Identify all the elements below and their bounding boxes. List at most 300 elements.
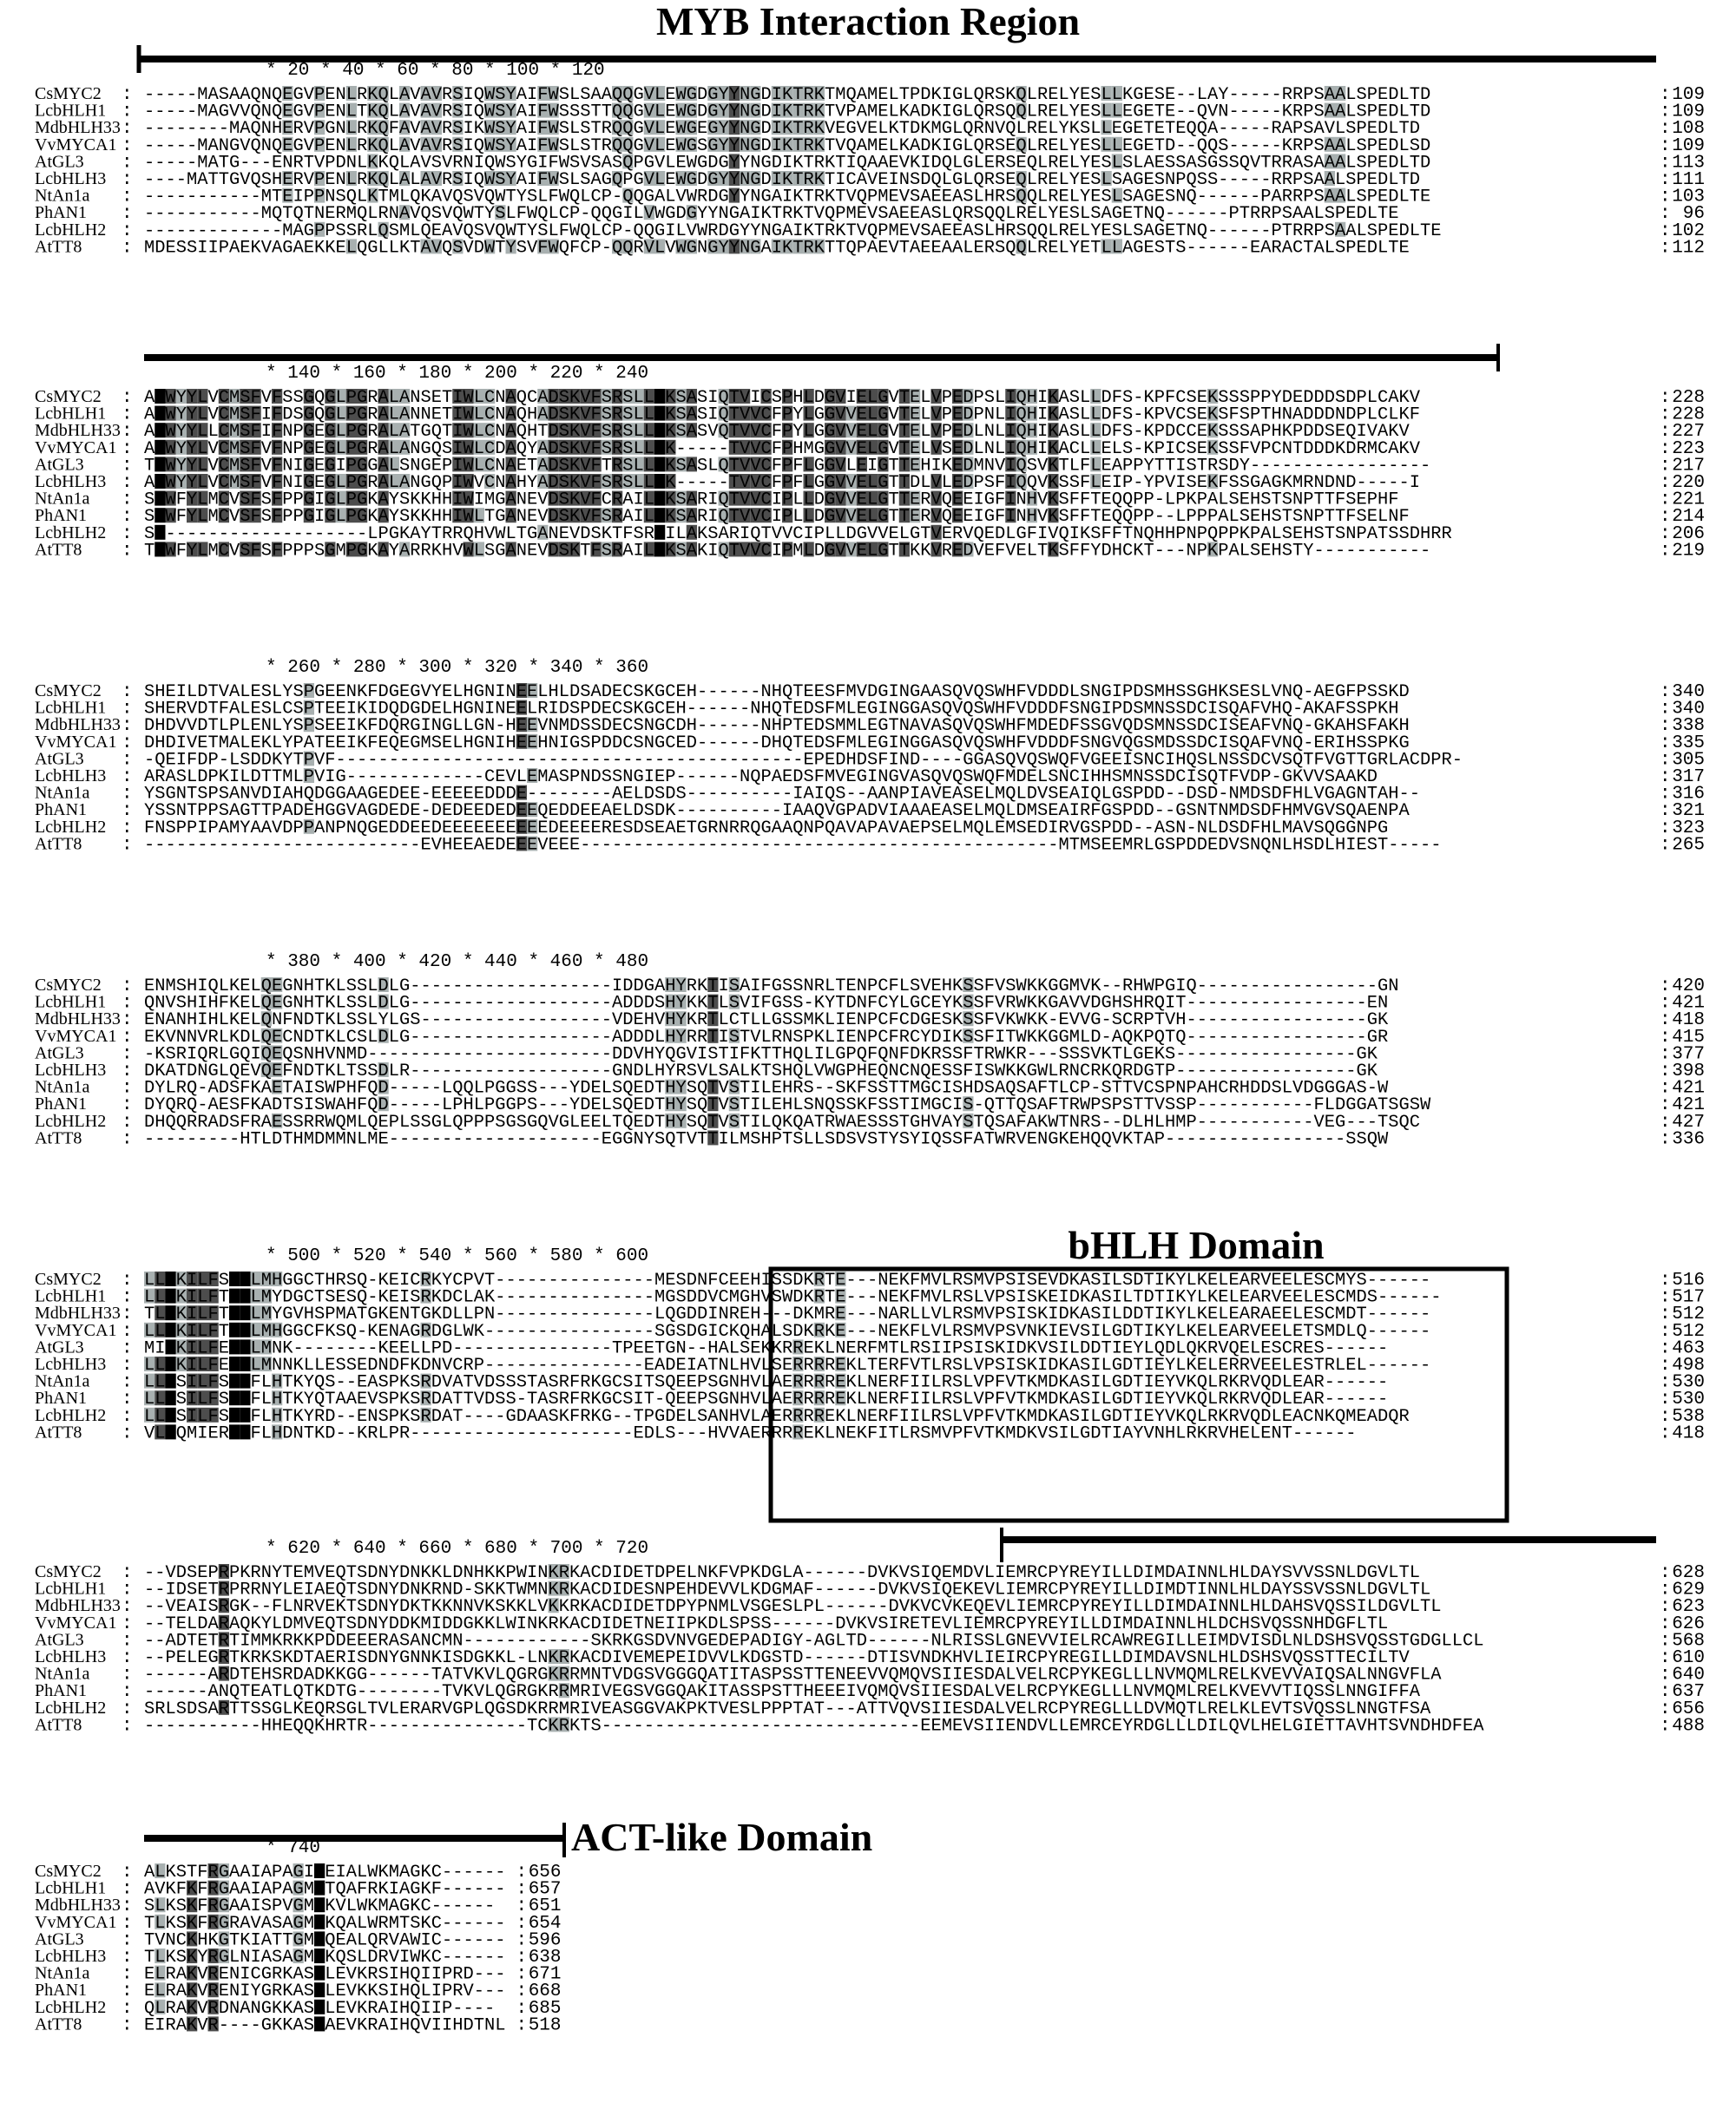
bhlh-domain-label: bHLH Domain: [1068, 1223, 1325, 1267]
residue-count: 512: [1672, 1305, 1705, 1325]
row-separator: :: [122, 456, 133, 476]
row-separator: :: [122, 1682, 133, 1703]
row-separator: :: [1660, 1321, 1671, 1342]
residue-count: 336: [1672, 1129, 1705, 1150]
species-name: MdbHLH33: [35, 1896, 121, 1916]
sequence-text: AVKFKFRGAAIAPAGMITQAFRKIAGKF------: [144, 1879, 506, 1900]
row-separator: :: [516, 1981, 528, 2002]
residue-count: 656: [1672, 1699, 1705, 1719]
row-separator: :: [1660, 456, 1671, 476]
row-separator: :: [1660, 1010, 1671, 1031]
sequence-text: ENANHIHLKELQNFNDTKLSSLYLGS------------------VDEHVHYKRTLCTLLGSSMKLIENPCFCDGESKSSFVKWKK-EVVG-SCRPTVH-----------------GK: [144, 1010, 1389, 1031]
row-separator: :: [122, 404, 133, 425]
row-separator: :: [122, 85, 133, 105]
row-separator: :: [122, 490, 133, 510]
species-name: LcbHLH2: [35, 1997, 107, 2017]
residue-count: 227: [1672, 422, 1705, 443]
sequence-text: SEWFYLMCVSFSFPPGIGLPGKAYSKKHHIWLTGANEVDSKVFSRAILAKSARIQTVVCIPLLDGVVELGTTERVQEEIGFINHVKSFFTEQQPP--LPPPALSEHSTSNPTTFSELNF: [144, 507, 1410, 528]
species-name: LcbHLH3: [35, 766, 107, 785]
residue-count: 221: [1672, 490, 1705, 510]
sequence-text: EIRAKVR----GKKASIAEVKRAIHQVIIHDTNL: [144, 2015, 506, 2036]
row-separator: :: [1660, 750, 1671, 771]
sequence-text: AEWYYLVCMSFVFSSGQGLPGRALANSETIWLCNAQCADSKVFSRSLLAKSASIQTVICSPHLDGVIELGVTELVPEDPSLIQHIKASLLDFS-KPFCSEKSSSPPYDEDDDSDPLCAKV: [144, 388, 1421, 408]
row-separator: :: [122, 1271, 133, 1291]
row-separator: :: [122, 699, 133, 720]
row-separator: :: [516, 2015, 528, 2036]
residue-count: 640: [1672, 1665, 1705, 1686]
residue-count: 517: [1672, 1287, 1705, 1308]
species-name: MdbHLH33: [35, 1596, 121, 1616]
row-separator: :: [122, 1061, 133, 1081]
row-separator: :: [122, 1930, 133, 1951]
row-separator: :: [122, 1948, 133, 1968]
species-name: LcbHLH1: [35, 1286, 107, 1306]
sequence-text: ----MATTGVQSHERVPENLRKQLALAVRSIQWSYAIFWSLSAGQPGVLEWGDGYYNGDIKTRKTICAVEINSDQLGLQRSEQLRELYESLSAGESNPQSS-----RRPSAALSPEDLTD: [144, 170, 1420, 190]
species-name: AtTT8: [35, 2014, 82, 2034]
species-name: AtGL3: [35, 749, 84, 769]
sequence-text: ENMSHIQLKELQEGNHTKLSSLDLG-------------------IDDGAHYRKTISAIFGSSNRLTENPCFLSVEHKSSFVSWKKGGMVK--RHWPGIQ-----------------GN: [144, 976, 1399, 996]
row-separator: :: [122, 1964, 133, 1985]
row-separator: :: [1660, 1078, 1671, 1099]
sequence-text: -QEIFDP-LSDDKYTPVF--------------------------------------------EPEDHDSFIND----GGASQVQSWQFVGEEISNCIHQSLNSSDCVSQTFVGTTGRLACDPR-: [144, 750, 1463, 771]
sequence-row: [35, 834, 1705, 855]
row-separator: :: [1660, 1112, 1671, 1133]
residue-count: 421: [1672, 1078, 1705, 1099]
row-separator: :: [122, 1423, 133, 1444]
residue-count: 518: [528, 2015, 562, 2036]
row-separator: :: [122, 1981, 133, 2002]
sequence-text: --PELEGRTKRKSKDTAERISDNYGNNKISDGKKL-LNKRKACDIVEMEPEIDVVLKDGSTD------DTISVNDKHVLIEIRCPYREGILLDIMDAVSNLHLDSHSVQSSTTECILTV: [144, 1648, 1410, 1668]
residue-count: 340: [1672, 682, 1705, 702]
row-separator: :: [1660, 1356, 1671, 1376]
row-separator: :: [122, 750, 133, 771]
species-name: AtTT8: [35, 1423, 82, 1443]
row-separator: :: [1660, 404, 1671, 425]
species-name: MdbHLH33: [35, 1304, 121, 1324]
row-separator: :: [1660, 1699, 1671, 1719]
species-name: PhAN1: [35, 1094, 88, 1114]
sequence-text: QNVSHIHFKELQEGNHTKLSSLDLG-------------------ADDDSHYKKTLSVIFGSS-KYTDNFCYLGCEYKSSFVRWKKGAVVDGHSHRQIT-----------------EN: [144, 993, 1389, 1014]
species-name: CsMYC2: [35, 976, 102, 995]
row-separator: :: [1660, 835, 1671, 856]
species-name: CsMYC2: [35, 84, 102, 103]
row-separator: :: [1660, 1390, 1671, 1410]
row-separator: :: [1660, 388, 1671, 408]
row-separator: :: [122, 438, 133, 459]
row-separator: :: [122, 1716, 133, 1737]
row-separator: :: [1660, 1597, 1671, 1618]
species-name: NtAn1a: [35, 1664, 90, 1684]
alignment-block: [35, 952, 1705, 1149]
species-name: NtAn1a: [35, 783, 90, 803]
residue-count: 512: [1672, 1321, 1705, 1342]
species-name: CsMYC2: [35, 387, 102, 406]
species-name: NtAn1a: [35, 489, 90, 509]
sequence-text: AEWYYLLCMSFIFNPGEGLPGRALATGQTIWLCNAQHTDSKVFSRSLLAKSASVQTVVCFPYLGGVVELGVTELVPEDLNLIQHIKASLLDFS-KPDCCEKSSSAPHKPDDSEQIVAKV: [144, 422, 1410, 443]
row-separator: :: [122, 1580, 133, 1600]
sequence-row: [35, 1423, 1705, 1443]
species-name: VvMYCA1: [35, 732, 117, 752]
sequence-text: TLKSKFRGRAVASAGMIKQALWRMTSKC------: [144, 1913, 506, 1934]
position-scale: * 500 * 520 * 540 * 560 * 580 * 600: [266, 1246, 649, 1266]
row-separator: :: [122, 1321, 133, 1342]
residue-count: 219: [1672, 541, 1705, 562]
row-separator: :: [122, 1078, 133, 1099]
species-name: LcbHLH1: [35, 698, 107, 718]
species-name: VvMYCA1: [35, 1613, 117, 1633]
residue-count: 421: [1672, 1095, 1705, 1116]
species-name: CsMYC2: [35, 1862, 102, 1881]
residue-count: 102: [1672, 220, 1705, 241]
row-separator: :: [122, 119, 133, 140]
species-name: LcbHLH2: [35, 220, 107, 240]
species-name: PhAN1: [35, 1681, 88, 1701]
residue-count: 223: [1672, 438, 1705, 459]
sequence-text: --VEAISRGK--FLNRVEKTSDNYDKTKKNNVKSKKLVKKRKACDIDETDPYPNMLVSGESLPL------DVKVCVKEQEVLIEMRCPYREYILLDIMDAINNLHLDAHSVQSSILDGVLTL: [144, 1597, 1442, 1618]
species-name: PhAN1: [35, 1981, 88, 2001]
residue-count: 538: [1672, 1406, 1705, 1427]
row-separator: :: [122, 1112, 133, 1133]
sequence-text: DYLRQ-ADSFKAETAISWPHFQD-----LQQLPGGSS---YDELSQEDTHYSQTVSTILEHRS--SKFSSTTMGCISHDSAQSAFTLCP-STTVCSPNPAHCRHDDSLVDGGGAS-W: [144, 1078, 1389, 1099]
species-name: LcbHLH1: [35, 404, 107, 424]
row-separator: :: [122, 1027, 133, 1048]
residue-count: 427: [1672, 1112, 1705, 1133]
species-name: LcbHLH2: [35, 522, 107, 542]
residue-count: 108: [1672, 119, 1705, 140]
residue-count: 96: [1682, 204, 1705, 225]
residue-count: 610: [1672, 1648, 1705, 1668]
species-name: AtGL3: [35, 152, 84, 172]
row-separator: :: [1660, 733, 1671, 753]
row-separator: :: [1660, 102, 1671, 122]
row-separator: :: [1660, 1563, 1671, 1583]
species-name: AtGL3: [35, 455, 84, 475]
row-separator: :: [1660, 1372, 1671, 1393]
sequence-text: --TELDARAQKYLDMVEQTSDNYDDKMIDDGKKLWINKRKACDIDETNEIIPKDLSPSS------DVKVSIRETEVLIEMRCPYREYILLDIMDAINNLHLDCHSVQSSNHDGFLTL: [144, 1613, 1389, 1634]
sequence-text: SEWFYLMCVSFSFPPGIGLPGKAYSKKHHIWIMGANEVDSKVFCRAILAKSARIQTVVCIPLLDGVVELGTTERVQEEIGFINHVKSFFTEQQPP-LPKPALSEHSTSNPTTFSEPHF: [144, 490, 1399, 510]
row-separator: :: [1660, 1044, 1671, 1065]
species-name: VvMYCA1: [35, 1912, 117, 1932]
sequence-row: [35, 237, 1705, 258]
sequence-text: -------------MAGPPSSRLQSMLQEAVQSVQWTYSLFWQLCP-QQGILVWRDGYYNGAIKTRKTVQPMEVSAEEASLHRSQQLRELYESLSAGETNQ------PTRRPSAALSPEDLTE: [144, 220, 1442, 241]
sequence-row: [35, 1128, 1705, 1149]
species-name: AtGL3: [35, 1337, 84, 1357]
sequence-text: ELRAKVRENICGRKASILEVKRSIHQIIPRD---: [144, 1964, 506, 1985]
row-separator: :: [1660, 767, 1671, 787]
row-separator: :: [122, 767, 133, 787]
row-separator: :: [122, 1597, 133, 1618]
species-name: LcbHLH3: [35, 1947, 107, 1966]
species-name: NtAn1a: [35, 1077, 90, 1097]
species-name: AtGL3: [35, 1043, 84, 1063]
row-separator: :: [122, 541, 133, 562]
row-separator: :: [122, 1406, 133, 1427]
row-separator: :: [1660, 976, 1671, 996]
sequence-text: --VDSEPRPKRNYTEMVEQTSDNYDNKKLDNHKKPWINKRKACDIDETDPELNKFVPKDGLA------DVKVSIQEMDVLIEMRCPYREYILLDIMDAINNLHLDAYSVVSSNLDGVLTL: [144, 1563, 1420, 1583]
row-separator: :: [122, 135, 133, 156]
residue-count: 109: [1672, 135, 1705, 156]
species-name: AtTT8: [35, 1715, 82, 1735]
residue-count: 335: [1672, 733, 1705, 753]
sequence-text: TLKSKYRGLNIASAGMIKQSLDRVIWKC------: [144, 1948, 506, 1968]
row-separator: :: [1660, 1271, 1671, 1291]
row-separator: :: [122, 716, 133, 737]
species-name: AtTT8: [35, 540, 82, 560]
row-separator: :: [122, 1129, 133, 1150]
row-separator: :: [1660, 993, 1671, 1014]
position-scale: * 140 * 160 * 180 * 200 * 220 * 240: [266, 364, 649, 384]
alignment-block: [35, 61, 1705, 258]
sequence-text: SHEILDTVALESLYSPGEENKFDGEGVYELHGNINEELHLDSADECSKGCEH------NHQTEESFMVDGINGAASQVQSWHFVDDDLSNGIPDSMHSSGHKSESLVNQ-AEGFPSSKD: [144, 682, 1410, 702]
sequence-text: AEWYYLVCMSFVFNIGEGLPGRALANGQPIWVCNAHYADSKVFSRSLLAK-----TVVCFPFLGGVVELGTTDLVLEDPSFIQQVKSSFLEIP-YPVISEKFSSGAGKMRNDND-----I: [144, 473, 1420, 493]
sequence-row: [35, 1715, 1705, 1736]
sequence-text: -----------MQTQTNERMQLRNAVQSVQWTYSLFWQLCP-QQGILVWGDGYYNGAIKTRKTVQPMEVSAEEASLQRSQQLRELYESLSAGETNQ------PTRRPSAALSPEDLTE: [144, 204, 1399, 225]
species-name: PhAN1: [35, 1389, 88, 1409]
sequence-row: [35, 2014, 562, 2035]
alignment-block: [35, 1246, 1705, 1443]
row-separator: :: [122, 473, 133, 493]
row-separator: :: [122, 1305, 133, 1325]
sequence-text: -----------HHEQQKHRTR---------------TCKRKTS------------------------------EEMEVSIIENDVLLEMRCEYRDGLLLDILQVLHELGIETTAVHTSVNDHDFEA: [144, 1716, 1485, 1737]
species-name: CsMYC2: [35, 1562, 102, 1581]
sequence-text: YSSNTPPSAGTTPADEHGGVAGDEDE-DEDEEDEDEEQEDDEEAELDSDK----------IAAQVGPADVIAAAEASELMQLDMSEAIRFGSPDD--GSNTNMDSDFHMVGVSQAENPA: [144, 801, 1410, 822]
row-separator: :: [516, 1964, 528, 1985]
row-separator: :: [1660, 523, 1671, 544]
row-separator: :: [122, 153, 133, 174]
row-separator: :: [122, 220, 133, 241]
row-separator: :: [1660, 1338, 1671, 1359]
species-name: AtTT8: [35, 834, 82, 854]
row-separator: :: [122, 682, 133, 702]
species-name: LcbHLH2: [35, 817, 107, 837]
species-name: VvMYCA1: [35, 1320, 117, 1340]
species-name: AtTT8: [35, 1128, 82, 1148]
species-name: VvMYCA1: [35, 1026, 117, 1046]
row-separator: :: [122, 1372, 133, 1393]
row-separator: :: [1660, 170, 1671, 190]
row-separator: :: [122, 1998, 133, 2019]
species-name: LcbHLH1: [35, 992, 107, 1012]
sequence-text: DYQRQ-AESFKADTSISWAHFQD-----LPHLPGGPS---YDELSQEDTHYSQTVSTILEHLSNQSSKFSSTIMGCIS-QTTQSAFTRWPSPSTTVSSP-----------FLDGGATSGSW: [144, 1095, 1431, 1116]
position-scale: * 380 * 400 * 420 * 440 * 460 * 480: [266, 952, 649, 972]
residue-count: 305: [1672, 750, 1705, 771]
sequence-text: LLKSILFSVPFLHTKYRD--ENSPKSRDAT----GDAASKFRKG--TPGDELSANHVLAERRRREKLNERFIILRSLVPFVTKMDKASILGDTIEYVKQLRKRVQDLEACNKQMEADQR: [144, 1406, 1410, 1427]
sequence-row: [35, 540, 1705, 561]
row-separator: :: [1660, 784, 1671, 805]
row-separator: :: [1660, 1406, 1671, 1427]
residue-count: 418: [1672, 1423, 1705, 1444]
row-separator: :: [122, 2015, 133, 2036]
row-separator: :: [1660, 473, 1671, 493]
sequence-text: YSGNTSPSANVDIAHQDGGAAGEDEE-EEEEEDDDE--------AELDSDS----------IAIQS--AANPIAVEASELMQLDVSEAIQLGSPDD--DSD-NMDSDFHLVGAGNTAH--: [144, 784, 1420, 805]
row-separator: :: [1660, 1027, 1671, 1048]
sequence-text: --ADTETRTIMMKRKKPDDEEERASANCMN------------SKRKGSDVNVGEDEPADIGY-AGLTD------NLRISSLGNEVVIELRCAWREGILLEIMDVISDLNLDSHSVQSSTGDGLLCL: [144, 1631, 1484, 1652]
species-name: LcbHLH1: [35, 101, 107, 121]
row-separator: :: [1660, 1716, 1671, 1737]
alignment-block: [35, 364, 1705, 561]
residue-count: 488: [1672, 1716, 1705, 1737]
row-separator: :: [1660, 1305, 1671, 1325]
species-name: AtGL3: [35, 1630, 84, 1650]
row-separator: :: [122, 1338, 133, 1359]
sequence-text: SLKSKFRGAAISPVGMIKVLWKMAGKC------: [144, 1896, 496, 1917]
row-separator: :: [122, 993, 133, 1014]
alignment-block: [35, 658, 1705, 855]
row-separator: :: [122, 187, 133, 207]
sequence-text: ------ARDTEHSRDADKKGG------TATVKVLQGRGKRRMNTVDGSVGGGQATITASPSSTTENEEVVQMQVSIIESDALVELRCPYKEGLLLNVMQMLRELKVEVVAIQSALNNGVFLA: [144, 1665, 1443, 1686]
row-separator: :: [122, 1010, 133, 1031]
species-name: AtTT8: [35, 237, 82, 257]
myb-region-label: MYB Interaction Region: [655, 0, 1081, 43]
row-separator: :: [122, 507, 133, 528]
row-separator: :: [122, 1896, 133, 1917]
sequence-text: LLKKILFEVPLMNNKLLESSEDNDFKDNVCRP---------------EADEIATNLHVLSERRRREKLTERFVTLRSLVPSISKIDKASILGDTIEYLKELERRVEELESTRLEL------: [144, 1356, 1431, 1376]
species-name: MdbHLH33: [35, 118, 121, 138]
row-separator: :: [1660, 204, 1671, 225]
row-separator: :: [1660, 1631, 1671, 1652]
residue-count: 657: [528, 1879, 562, 1900]
sequence-text: SHERVDTFALESLCSPTEEIKIDQDGDELHGNINEELRIDSPDECSKGCEH------NHQTEDSFMLEGINGGASQVQSWHFVDDDFSNGIPDSMNSSDCISQAFVHQ-AKAFSSPKH: [144, 699, 1399, 720]
species-name: PhAN1: [35, 506, 88, 526]
residue-count: 637: [1672, 1682, 1705, 1703]
species-name: MdbHLH33: [35, 421, 121, 441]
row-separator: :: [1660, 153, 1671, 174]
residue-count: 420: [1672, 976, 1705, 996]
sequence-text: FNSPPIPAMYAAVDPPANPNQGEDDEEDEEEEEEEEEEDEEEERESDSEAETGRNRRQGAAQNPQAVAPAVAEPSELMQLEMSEDIRVGSPDD--ASN-NLDSDFHLMAVSQGGNPG: [144, 818, 1389, 838]
residue-count: 628: [1672, 1563, 1705, 1583]
residue-count: 340: [1672, 699, 1705, 720]
sequence-text: ALKSTFRGAAIAPAGIIEIALWKMAGKC------: [144, 1863, 506, 1883]
species-name: AtGL3: [35, 1929, 84, 1949]
sequence-text: ---------HTLDTHMDMMNLME--------------------EGGNYSQTVTTILMSHPTSLLSDSVSTYSYIQSSFATWRVENGKEHQQVKTAP-----------------SSQW: [144, 1129, 1389, 1150]
row-separator: :: [122, 1913, 133, 1934]
residue-count: 671: [528, 1964, 562, 1985]
row-separator: :: [516, 1930, 528, 1951]
row-separator: :: [1660, 1613, 1671, 1634]
residue-count: 217: [1672, 456, 1705, 476]
row-separator: :: [122, 102, 133, 122]
sequence-text: LLKSILFSVPFLHTKYQTAAEVSPKSRDATTVDSS-TASRFRKGCSIT-QEEPSGNHVLAERRRREKLNERFIILRSLVPFVTKMDKASILGDTIEYVKQLRKRVQDLEAR------: [144, 1390, 1389, 1410]
row-separator: :: [122, 818, 133, 838]
position-scale: * 740: [266, 1838, 321, 1858]
position-scale: * 620 * 640 * 660 * 680 * 700 * 720: [266, 1539, 649, 1559]
species-name: VvMYCA1: [35, 135, 117, 154]
sequence-text: TEWFYLMCVSFSFPPPSGMPGKAYARRKHVWLSGANEVDSKTFSRAILAKSAKIQTVVCIPMLDGVVELGTTKKVREDVEFVELTKSFFYDHCKT---NPKPALSEHSTY-----------: [144, 541, 1431, 562]
row-separator: :: [122, 1287, 133, 1308]
residue-count: 113: [1672, 153, 1705, 174]
sequence-text: TEWYYLVCMSFVFNIGEGIPGGALSNGEPIWLCNAETADSKVFTRSLLAKSASLQTVVCFPFLGGVLEIGTTEHIKEDMNVIQSVKTLFLEAPPYTTISTRSDY-----------------: [144, 456, 1431, 476]
species-name: NtAn1a: [35, 1963, 90, 1983]
sequence-text: DHDIVETMALEKLYPATEEIKFEQEGMSELHGNIHEEHNIGSPDDCSNGCED------DHQTEDSFMLEGINGGASQVQSWHFVDDDFSNGVQGSMDSSDCISQAFVNQ-ERIHSSPKG: [144, 733, 1410, 753]
sequence-text: EKVNNVRLKDLQECNDTKLCSLDLG-------------------ADDDLHYRRTISTVLRNSPKLIENPCFRCYDIKSSFITWKKGGMLD-AQKPQTQ-----------------GR: [144, 1027, 1389, 1048]
row-separator: :: [122, 388, 133, 408]
residue-count: 418: [1672, 1010, 1705, 1031]
species-name: VvMYCA1: [35, 437, 117, 457]
residue-count: 220: [1672, 473, 1705, 493]
sequence-text: DHQQRRADSFRAESSRRWQMLQEPLSSGLQPPPSGSGQVGLEELTQEDTHYSQTVSTILQKQATRWAESSSTGHVAYSTQSAFAKWTNRS--DLHLHMP-----------VEG---TSQC: [144, 1112, 1420, 1133]
row-separator: :: [1660, 119, 1671, 140]
sequence-text: LLKKILFTVPLMHGGCFKSQ-KENAGRDGLWK----------------SGSDGICKQHALSDKRKE---NEKFLVLRSMVPSVNKIEVSILGDTIKYLKELEARVEELETSMDLQ------: [144, 1321, 1431, 1342]
sequence-text: -----MANGVQNQEGVPENLRKQLAVAVRSIQWSYAIFWSLSTRQQGVLEWGSGYYNGDIKTRKTVQAMELKADKIGLQRSEQLRELYESLLEGETD--QQS-----KRPSAALSPEDLSD: [144, 135, 1431, 156]
row-separator: :: [122, 733, 133, 753]
residue-count: 623: [1672, 1597, 1705, 1618]
residue-count: 629: [1672, 1580, 1705, 1600]
sequence-text: DKATDNGLQEVQEFNDTKLTSSDLR-------------------GNDLHYRSVLSALKTSHQLVWGPHEQNCNQESSFISWKKGWLRNCRKQRDGTP-----------------GK: [144, 1061, 1378, 1081]
residue-count: 568: [1672, 1631, 1705, 1652]
species-name: CsMYC2: [35, 1270, 102, 1289]
row-separator: :: [122, 1863, 133, 1883]
row-separator: :: [122, 170, 133, 190]
species-name: LcbHLH2: [35, 1111, 107, 1131]
row-separator: :: [1660, 716, 1671, 737]
species-name: LcbHLH1: [35, 1579, 107, 1599]
row-separator: :: [122, 1390, 133, 1410]
species-name: LcbHLH3: [35, 1061, 107, 1080]
row-separator: :: [122, 1356, 133, 1376]
residue-count: 377: [1672, 1044, 1705, 1065]
row-separator: :: [122, 1665, 133, 1686]
row-separator: :: [122, 784, 133, 805]
row-separator: :: [1660, 541, 1671, 562]
row-separator: :: [122, 238, 133, 259]
row-separator: :: [516, 1913, 528, 1934]
residue-count: 214: [1672, 507, 1705, 528]
residue-count: 103: [1672, 187, 1705, 207]
row-separator: :: [1660, 699, 1671, 720]
row-separator: :: [1660, 1648, 1671, 1668]
residue-count: 228: [1672, 388, 1705, 408]
row-separator: :: [122, 1699, 133, 1719]
residue-count: 316: [1672, 784, 1705, 805]
sequence-text: QLRAKVRDNANGKKASILEVKRAIHQIIP----: [144, 1998, 496, 2019]
residue-count: 265: [1672, 835, 1705, 856]
species-name: LcbHLH2: [35, 1698, 107, 1718]
species-name: CsMYC2: [35, 681, 102, 700]
residue-count: 109: [1672, 102, 1705, 122]
row-separator: :: [1660, 238, 1671, 259]
residue-count: 463: [1672, 1338, 1705, 1359]
row-separator: :: [1660, 1287, 1671, 1308]
sequence-text: -----MASAAQNQEGVPENLRKQLAVAVRSIQWSYAIFWSLSAAQQGVLEWGDGYYNGDIKTRKTMQAMELTPDKIGLQRSKQLRELYESLLKGESE--LAY-----RRPSAALSPEDLTD: [144, 85, 1431, 105]
row-separator: :: [1660, 1580, 1671, 1600]
species-name: MdbHLH33: [35, 715, 121, 735]
sequence-text: MIKKILFEVPLMNK--------KEELLPD---------------TPEETGN--HALSEKKRREKLNERFMTLRSIIPSISKIDKVSILDDTIEYLQDLQKRVQELESCRES------: [144, 1338, 1389, 1359]
sequence-text: TLKKILFTVPLMYGVHSPMATGKENTGKDLLPN---------------LQGDDINREH---DKMRE---NARLLVLRSMVPSISKIDKASILDDTIKYLKELEARAEELESCMDT------: [144, 1305, 1431, 1325]
row-separator: :: [122, 523, 133, 544]
residue-count: 415: [1672, 1027, 1705, 1048]
act-domain-label: ACT-like Domain: [571, 1815, 873, 1859]
residue-count: 338: [1672, 716, 1705, 737]
row-separator: :: [1660, 1095, 1671, 1116]
sequence-text: ------ANQTEATLQTKDTG--------TVKVLQGRGKRRMRIVEGSVGGQAKITASSPSTTHEEEIVQMQVSIIESDALVELRCPYKEGLLLNVMQMLRELKVEVVTIQSSLNNGIFFA: [144, 1682, 1421, 1703]
residue-count: 596: [528, 1930, 562, 1951]
alignment-block: [35, 1539, 1705, 1736]
sequence-text: ARASLDPKILDTTMLPVIG-------------CEVLEMASPNDSSNGIEP------NQPAEDSFMVEGINGVASQVQSWQFMDELSNCIHHSMNSSDCISQTFVDP-GKVVSAAKD: [144, 767, 1378, 787]
row-separator: :: [1660, 220, 1671, 241]
sequence-text: SE-------------------LPGKAYTRRQHVWLTGANEVDSKTFSRAILAKSARIQTVVCIPLLDGVVELGTVERVQEDLGFIVQIKSFFTNQHHPNPQPPKPALSEHSTSNPATSSDHRR: [144, 523, 1452, 544]
row-separator: :: [122, 1563, 133, 1583]
alignment-block: [35, 1838, 562, 2035]
residue-count: 516: [1672, 1271, 1705, 1291]
species-name: LcbHLH2: [35, 1405, 107, 1425]
row-separator: :: [1660, 801, 1671, 822]
sequence-text: ELRAKVRENIYGRKASILEVKKSIHQLIPRV---: [144, 1981, 506, 2002]
position-scale: * 20 * 40 * 60 * 80 * 100 * 120: [266, 61, 605, 81]
sequence-text: --------MAQNHERVPGNLRKQFAVAVRSIKWSYAIFWSLSTRQQGVLEWGEGYYNGDIKTRKVEGVELKTDKMGLQRNVQLRELYKSLLEGETETEQQA-----RAPSAVLSPEDLTD: [144, 119, 1420, 140]
sequence-text: -----------MTEIPPNSQLKTMLQKAVQSVQWTYSLFWQLCP-QQGALVWRDGYYNGAIKTRKTVQPMEVSAEEASLHRSQQLRELYESLSAGESNQ------PARRPSAALSPEDLTE: [144, 187, 1431, 207]
residue-count: 638: [528, 1948, 562, 1968]
species-name: PhAN1: [35, 800, 88, 820]
